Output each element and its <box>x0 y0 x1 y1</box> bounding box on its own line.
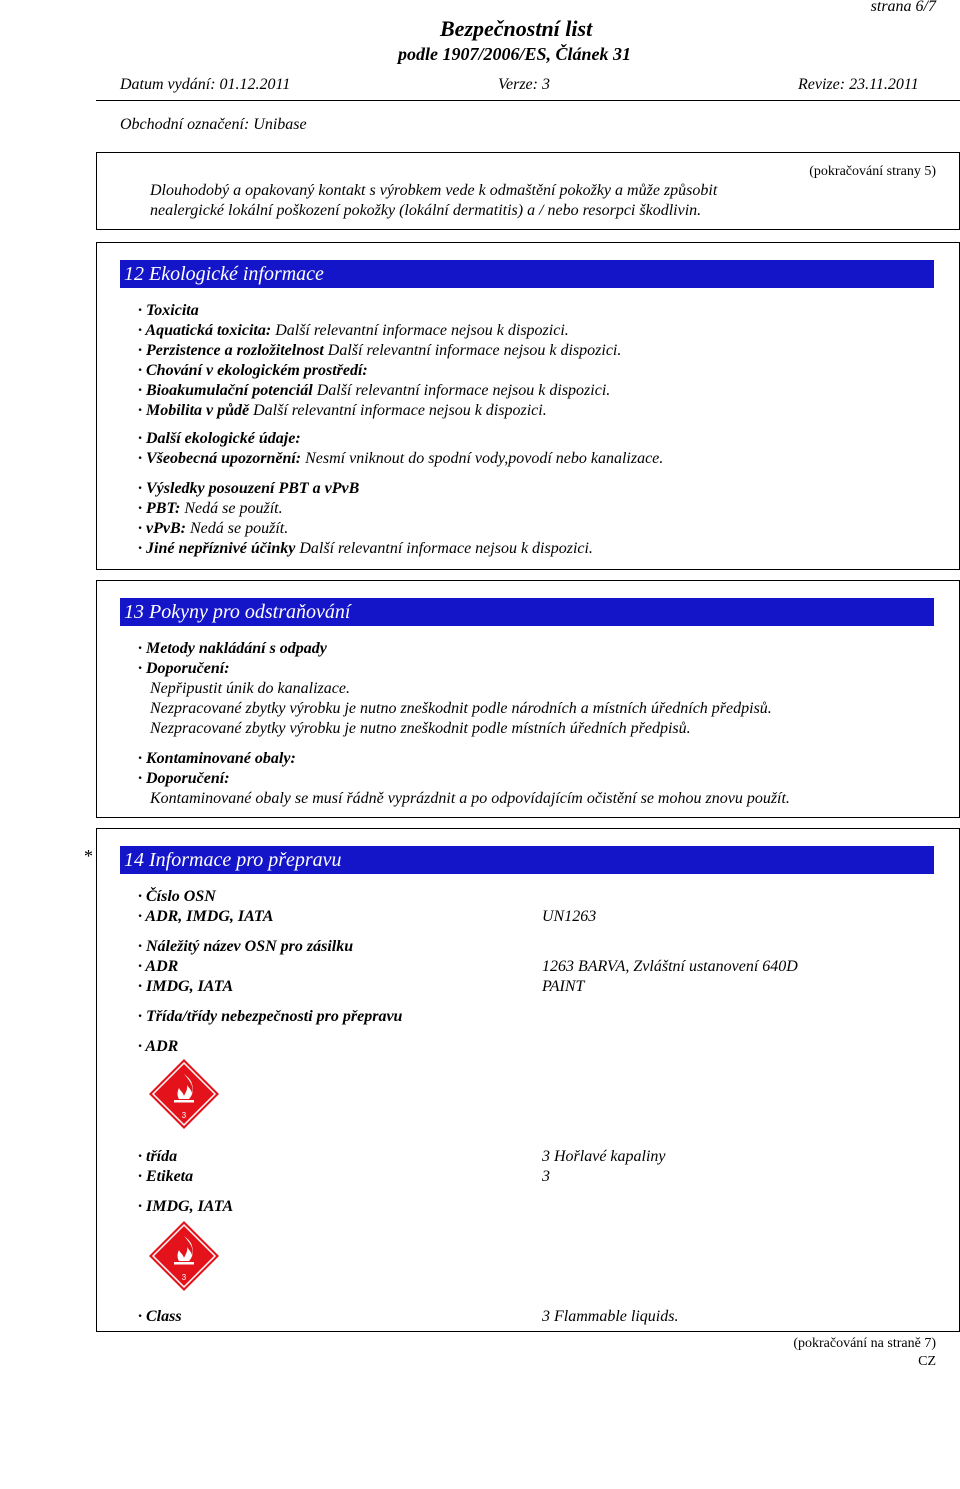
language-code: CZ <box>918 1354 936 1369</box>
section-14-number: 14 <box>124 849 144 871</box>
adr-label-number: 3 <box>181 1111 187 1120</box>
shipping-name-label: · Náležitý název OSN pro zásilku <box>138 938 354 955</box>
general-notes: · Všeobecná upozornění: Nesmí vniknout do spodní vody,povodí nebo kanalizace. <box>138 450 664 467</box>
vpvb: · vPvB: Nedá se použít. <box>138 520 289 537</box>
imdg-label: · IMDG, IATA <box>138 978 234 995</box>
other-adverse-effects: · Jiné nepříznivé účinky Další relevantní informace nejsou k dispozici. <box>138 540 593 557</box>
disposal-text-3: Nezpracované zbytky výrobku je nutno zneškodnit podle místních úředních předpisů. <box>150 720 691 737</box>
document-subtitle: podle 1907/2006/ES, Článek 31 <box>398 44 632 64</box>
continued-to: (pokračování na straně 7) <box>793 1336 936 1351</box>
imdg-value: PAINT <box>542 978 585 995</box>
packaging-text: Kontaminované obaly se musí řádně vyprázdnit a po odpovídajícím očistění se mohou znovu použít. <box>150 790 790 807</box>
class-en-label: · Class <box>138 1308 182 1325</box>
header-rule <box>96 100 960 101</box>
adr-class-label: · ADR <box>138 1038 179 1055</box>
label-value: 3 <box>542 1168 550 1185</box>
section-14-title: Informace pro přepravu <box>149 849 342 871</box>
section-13-heading <box>120 598 934 626</box>
pbt: · PBT: Nedá se použít. <box>138 500 283 517</box>
flame-hazard-icon <box>148 1058 220 1130</box>
un-number-label: · Číslo OSN <box>138 888 216 905</box>
class-value: 3 Hořlavé kapaliny <box>542 1148 666 1165</box>
disposal-text-1: Nepřipustit únik do kanalizace. <box>150 680 350 697</box>
pbt-assessment: · Výsledky posouzení PBT a vPvB <box>138 480 360 497</box>
section-14-heading <box>120 846 934 874</box>
document-title: Bezpečnostní list <box>440 16 593 41</box>
soil-mobility: · Mobilita v půdě Další relevantní informace nejsou k dispozici. <box>138 402 547 419</box>
persistence: · Perzistence a rozložitelnost Další relevantní informace nejsou k dispozici. <box>138 342 622 359</box>
waste-methods: · Metody nakládání s odpady <box>138 640 327 657</box>
flame-hazard-icon-imdg <box>148 1220 220 1292</box>
recommendation-2-label: · Doporučení: <box>138 770 230 787</box>
environmental-behaviour: · Chování v ekologickém prostředí: <box>138 362 368 379</box>
un-number-value: UN1263 <box>542 908 597 925</box>
revision-marker: * <box>84 846 93 866</box>
disposal-text-2: Nezpracované zbytky výrobku je nutno zneškodnit podle národních a místních úředních předpisů. <box>150 700 772 717</box>
class-label: · třída <box>138 1148 178 1165</box>
other-eco-data: · Další ekologické údaje: <box>138 430 301 447</box>
section-12-number: 12 <box>124 263 144 285</box>
continuation-text-2: nealergické lokální poškození pokožky (lokální dermatitis) a / nebo resorpci škodlivin. <box>150 202 702 219</box>
section-14-box <box>96 828 960 1332</box>
continuation-text-1: Dlouhodobý a opakovaný kontakt s výrobkem vede k odmaštění pokožky a může způsobit <box>150 182 718 199</box>
issue-date: Datum vydání: 01.12.2011 <box>120 76 291 93</box>
page-number: strana 6/7 <box>870 0 936 15</box>
hazard-class-label: · Třída/třídy nebezpečnosti pro přepravu <box>138 1008 403 1025</box>
adr-value: 1263 BARVA, Zvláštní ustanovení 640D <box>542 958 798 975</box>
label-label: · Etiketa <box>138 1168 194 1185</box>
recommendation-1-label: · Doporučení: <box>138 660 230 677</box>
version: Verze: 3 <box>498 76 550 93</box>
bioaccumulation: · Bioakumulační potenciál Další relevantní informace nejsou k dispozici. <box>138 382 611 399</box>
un-number-modes: · ADR, IMDG, IATA <box>138 908 274 925</box>
revision: Revize: 23.11.2011 <box>798 76 919 93</box>
continued-from: (pokračování strany 5) <box>809 164 936 179</box>
toxicity-label: · Toxicita <box>138 302 199 319</box>
class-en-value: 3 Flammable liquids. <box>542 1308 679 1325</box>
section-12-heading <box>120 260 934 288</box>
adr-label: · ADR <box>138 958 179 975</box>
imdg-class-label: · IMDG, IATA <box>138 1198 234 1215</box>
trade-name: Obchodní označení: Unibase <box>120 116 307 133</box>
section-13-number: 13 <box>124 601 144 623</box>
contaminated-packaging: · Kontaminované obaly: <box>138 750 296 767</box>
section-12-title: Ekologické informace <box>149 263 324 285</box>
aquatic-toxicity: · Aquatická toxicita: Další relevantní informace nejsou k dispozici. <box>138 322 569 339</box>
imdg-label-number: 3 <box>181 1273 187 1282</box>
section-13-title: Pokyny pro odstraňování <box>149 601 351 623</box>
